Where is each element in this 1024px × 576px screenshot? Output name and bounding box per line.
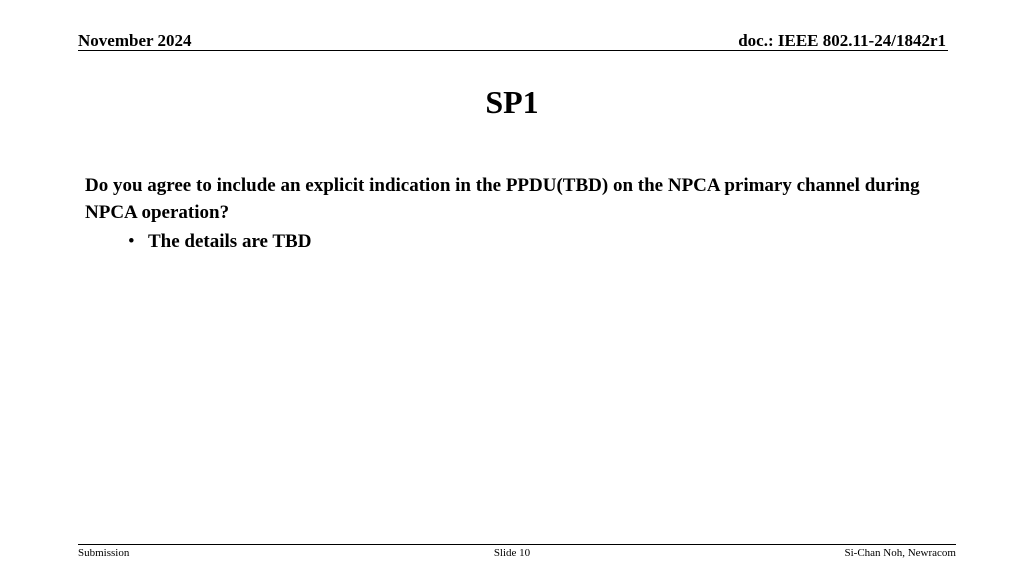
header-doc-id: doc.: IEEE 802.11-24/1842r1 [738, 31, 946, 50]
footer-submission: Submission [78, 547, 130, 559]
footer-divider [78, 544, 956, 545]
slide-title: SP1 [485, 84, 539, 120]
header-date: November 2024 [78, 31, 192, 50]
question-text: Do you agree to include an explicit indication in the PPDU(TBD) on the NPCA primary channel during NPCA operation? [85, 175, 920, 223]
header-divider [78, 50, 948, 51]
bullet-item [128, 228, 311, 255]
bullet-dot-icon: • [128, 231, 135, 252]
bullet-list [128, 228, 311, 255]
footer-slide-number: Slide 10 [493, 547, 531, 559]
footer-author: Si-Chan Noh, Newracom [844, 547, 956, 559]
bullet-text: The details are TBD [148, 231, 312, 252]
